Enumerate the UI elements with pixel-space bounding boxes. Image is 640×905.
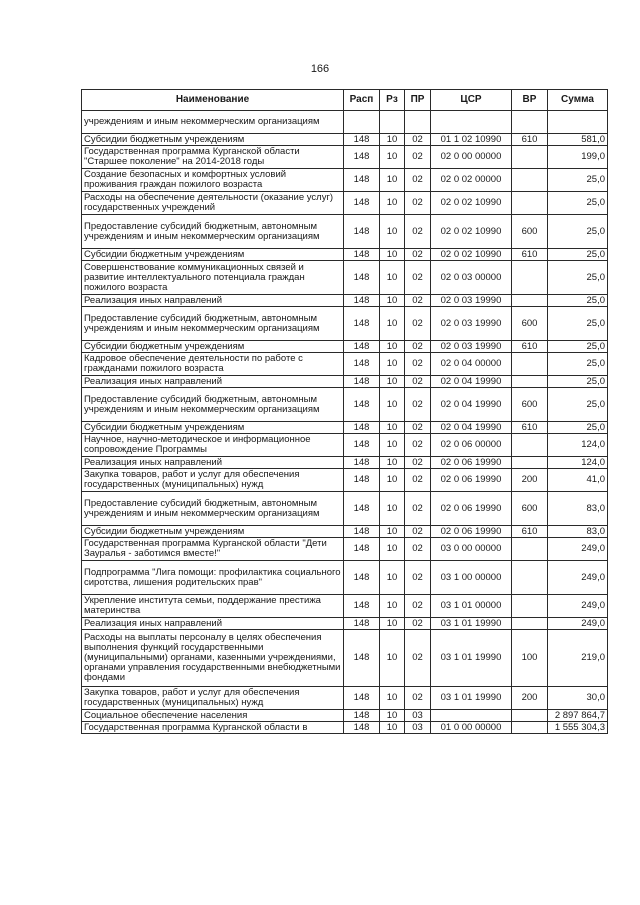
cell-rasp: 148 — [344, 469, 380, 492]
table-row — [82, 538, 608, 561]
cell-name: Кадровое обеспечение деятельности по работе с гражданами пожилого возраста — [82, 353, 344, 376]
cell-pr: 02 — [405, 630, 431, 687]
table-row — [82, 469, 608, 492]
cell-csr: 02 0 03 19990 — [431, 341, 512, 353]
cell-vr: 600 — [512, 492, 548, 526]
cell-rz: 10 — [380, 295, 405, 307]
cell-pr: 02 — [405, 353, 431, 376]
cell-csr: 02 0 02 10990 — [431, 215, 512, 249]
table-row — [82, 341, 608, 353]
cell-sum: 249,0 — [548, 561, 608, 595]
cell-rz: 10 — [380, 457, 405, 469]
cell-pr: 02 — [405, 249, 431, 261]
cell-pr: 02 — [405, 376, 431, 388]
cell-vr: 200 — [512, 687, 548, 710]
cell-rz: 10 — [380, 307, 405, 341]
cell-rz: 10 — [380, 169, 405, 192]
cell-csr: 02 0 04 19990 — [431, 422, 512, 434]
cell-rz — [380, 111, 405, 134]
cell-rasp: 148 — [344, 307, 380, 341]
cell-pr: 02 — [405, 687, 431, 710]
cell-rasp: 148 — [344, 169, 380, 192]
cell-csr: 02 0 06 00000 — [431, 434, 512, 457]
table-row — [82, 422, 608, 434]
cell-name: Создание безопасных и комфортных условий проживания граждан пожилого возраста — [82, 169, 344, 192]
cell-csr: 02 0 04 00000 — [431, 353, 512, 376]
cell-vr: 600 — [512, 215, 548, 249]
table-row — [82, 249, 608, 261]
table-row — [82, 295, 608, 307]
cell-name: Субсидии бюджетным учреждениям — [82, 134, 344, 146]
cell-pr: 02 — [405, 618, 431, 630]
cell-rz: 10 — [380, 618, 405, 630]
cell-name: Подпрограмма "Лига помощи: профилактика социального сиротства, лишения родительских прав" — [82, 561, 344, 595]
cell-sum: 581,0 — [548, 134, 608, 146]
cell-rz: 10 — [380, 561, 405, 595]
cell-rasp: 148 — [344, 295, 380, 307]
cell-name: Научное, научно-методическое и информационное сопровождение Программы — [82, 434, 344, 457]
cell-rz: 10 — [380, 353, 405, 376]
cell-csr: 02 0 04 19990 — [431, 388, 512, 422]
cell-rz: 10 — [380, 595, 405, 618]
cell-pr: 02 — [405, 422, 431, 434]
cell-csr — [431, 710, 512, 722]
cell-sum — [548, 111, 608, 134]
cell-pr: 03 — [405, 710, 431, 722]
cell-name: Закупка товаров, работ и услуг для обеспечения государственных (муниципальных) нужд — [82, 469, 344, 492]
cell-rasp: 148 — [344, 341, 380, 353]
table-row — [82, 722, 608, 734]
table-row — [82, 169, 608, 192]
cell-sum: 25,0 — [548, 249, 608, 261]
cell-pr — [405, 111, 431, 134]
table-row — [82, 353, 608, 376]
cell-rasp: 148 — [344, 215, 380, 249]
cell-name: Государственная программа Курганской области "Старшее поколение" на 2014-2018 годы — [82, 146, 344, 169]
cell-vr: 600 — [512, 307, 548, 341]
cell-sum: 249,0 — [548, 618, 608, 630]
header-pr: ПР — [405, 90, 431, 111]
cell-rz: 10 — [380, 261, 405, 295]
cell-sum: 219,0 — [548, 630, 608, 687]
cell-rasp: 148 — [344, 722, 380, 734]
cell-pr: 02 — [405, 469, 431, 492]
cell-sum: 25,0 — [548, 341, 608, 353]
header-rasp: Расп — [344, 90, 380, 111]
cell-sum: 25,0 — [548, 307, 608, 341]
cell-vr — [512, 618, 548, 630]
cell-csr: 01 1 02 10990 — [431, 134, 512, 146]
cell-sum: 249,0 — [548, 538, 608, 561]
cell-name: Расходы на выплаты персоналу в целях обеспечения выполнения функций государственными (муниципальными) органами, казенными учреждениями, органами управления государственными внебюджетными фондами — [82, 630, 344, 687]
page-number: 166 — [310, 63, 330, 75]
cell-name: Государственная программа Курганской области в — [82, 722, 344, 734]
cell-pr: 02 — [405, 388, 431, 422]
cell-name: Укрепление института семьи, поддержание престижа материнства — [82, 595, 344, 618]
table-row — [82, 561, 608, 595]
cell-rasp: 148 — [344, 134, 380, 146]
cell-rz: 10 — [380, 376, 405, 388]
cell-vr — [512, 722, 548, 734]
cell-name: Субсидии бюджетным учреждениям — [82, 526, 344, 538]
cell-pr: 02 — [405, 561, 431, 595]
cell-sum: 25,0 — [548, 295, 608, 307]
cell-vr — [512, 169, 548, 192]
cell-vr — [512, 111, 548, 134]
table-row — [82, 687, 608, 710]
cell-name: Совершенствование коммуникационных связей и развитие интеллектуального потенциала граждан пожилого возраста — [82, 261, 344, 295]
cell-name: Реализация иных направлений — [82, 618, 344, 630]
cell-pr: 02 — [405, 492, 431, 526]
cell-name: Расходы на обеспечение деятельности (оказание услуг) государственных учреждений — [82, 192, 344, 215]
cell-sum: 25,0 — [548, 261, 608, 295]
cell-rz: 10 — [380, 710, 405, 722]
cell-pr: 02 — [405, 526, 431, 538]
cell-csr: 02 0 02 00000 — [431, 169, 512, 192]
cell-name: Реализация иных направлений — [82, 376, 344, 388]
cell-rz: 10 — [380, 215, 405, 249]
cell-pr: 02 — [405, 434, 431, 457]
cell-rasp: 148 — [344, 192, 380, 215]
cell-csr: 02 0 02 10990 — [431, 249, 512, 261]
cell-csr: 02 0 06 19990 — [431, 526, 512, 538]
cell-rz: 10 — [380, 388, 405, 422]
cell-pr: 02 — [405, 295, 431, 307]
cell-pr: 02 — [405, 134, 431, 146]
cell-pr: 02 — [405, 261, 431, 295]
cell-vr — [512, 353, 548, 376]
cell-rasp: 148 — [344, 261, 380, 295]
table-row — [82, 618, 608, 630]
cell-rasp: 148 — [344, 687, 380, 710]
cell-sum: 25,0 — [548, 192, 608, 215]
cell-vr: 610 — [512, 422, 548, 434]
table-row — [82, 595, 608, 618]
cell-rz: 10 — [380, 630, 405, 687]
cell-vr: 610 — [512, 134, 548, 146]
table-row — [82, 388, 608, 422]
cell-sum: 124,0 — [548, 434, 608, 457]
cell-rasp: 148 — [344, 422, 380, 434]
cell-rz: 10 — [380, 526, 405, 538]
table-row — [82, 215, 608, 249]
cell-vr: 200 — [512, 469, 548, 492]
cell-sum: 30,0 — [548, 687, 608, 710]
table-row — [82, 434, 608, 457]
header-csr: ЦСР — [431, 90, 512, 111]
cell-rasp: 148 — [344, 561, 380, 595]
cell-rz: 10 — [380, 341, 405, 353]
cell-rz: 10 — [380, 469, 405, 492]
cell-pr: 02 — [405, 538, 431, 561]
cell-csr: 02 0 03 19990 — [431, 307, 512, 341]
cell-csr: 02 0 06 19990 — [431, 457, 512, 469]
table-row — [82, 146, 608, 169]
cell-csr — [431, 111, 512, 134]
cell-pr: 02 — [405, 146, 431, 169]
cell-sum: 2 897 864,7 — [548, 710, 608, 722]
table-header-row — [82, 90, 608, 111]
cell-sum: 41,0 — [548, 469, 608, 492]
cell-sum: 249,0 — [548, 595, 608, 618]
cell-rasp: 148 — [344, 538, 380, 561]
cell-rasp: 148 — [344, 526, 380, 538]
header-vr: ВР — [512, 90, 548, 111]
cell-csr: 02 0 03 19990 — [431, 295, 512, 307]
table-row — [82, 526, 608, 538]
cell-vr: 100 — [512, 630, 548, 687]
cell-rz: 10 — [380, 538, 405, 561]
cell-csr: 02 0 06 19990 — [431, 469, 512, 492]
cell-name: учреждениям и иным некоммерческим организациям — [82, 111, 344, 134]
cell-csr: 03 1 00 00000 — [431, 561, 512, 595]
cell-sum: 25,0 — [548, 215, 608, 249]
table-row — [82, 457, 608, 469]
table-row — [82, 261, 608, 295]
cell-rasp — [344, 111, 380, 134]
cell-vr — [512, 376, 548, 388]
cell-name: Реализация иных направлений — [82, 457, 344, 469]
table-row — [82, 710, 608, 722]
header-sum: Сумма — [548, 90, 608, 111]
cell-csr: 02 0 00 00000 — [431, 146, 512, 169]
cell-name: Предоставление субсидий бюджетным, автономным учреждениям и иным некоммерческим организациям — [82, 388, 344, 422]
cell-vr — [512, 261, 548, 295]
cell-rasp: 148 — [344, 376, 380, 388]
cell-rasp: 148 — [344, 618, 380, 630]
cell-rz: 10 — [380, 192, 405, 215]
cell-sum: 1 555 304,3 — [548, 722, 608, 734]
header-rz: Рз — [380, 90, 405, 111]
table-row — [82, 134, 608, 146]
cell-rz: 10 — [380, 134, 405, 146]
table-row — [82, 630, 608, 687]
cell-pr: 02 — [405, 341, 431, 353]
cell-rasp: 148 — [344, 146, 380, 169]
header-name: Наименование — [82, 90, 344, 111]
table-row — [82, 192, 608, 215]
cell-rasp: 148 — [344, 492, 380, 526]
cell-sum: 25,0 — [548, 422, 608, 434]
cell-vr — [512, 538, 548, 561]
cell-rasp: 148 — [344, 457, 380, 469]
cell-sum: 25,0 — [548, 376, 608, 388]
cell-vr: 610 — [512, 249, 548, 261]
cell-rasp: 148 — [344, 249, 380, 261]
cell-rasp: 148 — [344, 353, 380, 376]
cell-csr: 02 0 06 19990 — [431, 492, 512, 526]
cell-csr: 03 1 01 00000 — [431, 595, 512, 618]
cell-rz: 10 — [380, 492, 405, 526]
cell-name: Субсидии бюджетным учреждениям — [82, 341, 344, 353]
cell-vr — [512, 146, 548, 169]
cell-vr — [512, 295, 548, 307]
cell-name: Предоставление субсидий бюджетным, автономным учреждениям и иным некоммерческим организациям — [82, 215, 344, 249]
cell-pr: 02 — [405, 595, 431, 618]
cell-csr: 03 1 01 19990 — [431, 630, 512, 687]
cell-csr: 01 0 00 00000 — [431, 722, 512, 734]
table-row — [82, 492, 608, 526]
cell-sum: 83,0 — [548, 492, 608, 526]
cell-name: Закупка товаров, работ и услуг для обеспечения государственных (муниципальных) нужд — [82, 687, 344, 710]
cell-name: Социальное обеспечение населения — [82, 710, 344, 722]
cell-rasp: 148 — [344, 434, 380, 457]
cell-rasp: 148 — [344, 595, 380, 618]
cell-sum: 199,0 — [548, 146, 608, 169]
cell-vr — [512, 434, 548, 457]
cell-pr: 03 — [405, 722, 431, 734]
cell-csr: 03 1 01 19990 — [431, 618, 512, 630]
cell-csr: 03 1 01 19990 — [431, 687, 512, 710]
cell-name: Предоставление субсидий бюджетным, автономным учреждениям и иным некоммерческим организациям — [82, 307, 344, 341]
cell-csr: 03 0 00 00000 — [431, 538, 512, 561]
cell-name: Государственная программа Курганской области "Дети Зауралья - заботимся вместе!" — [82, 538, 344, 561]
cell-name: Субсидии бюджетным учреждениям — [82, 422, 344, 434]
cell-vr: 600 — [512, 388, 548, 422]
budget-table — [81, 89, 608, 734]
table-row — [82, 307, 608, 341]
cell-pr: 02 — [405, 192, 431, 215]
table-row — [82, 111, 608, 134]
cell-rasp: 148 — [344, 630, 380, 687]
cell-vr — [512, 595, 548, 618]
cell-sum: 25,0 — [548, 353, 608, 376]
cell-name: Реализация иных направлений — [82, 295, 344, 307]
cell-sum: 25,0 — [548, 388, 608, 422]
cell-sum: 124,0 — [548, 457, 608, 469]
cell-rz: 10 — [380, 146, 405, 169]
cell-pr: 02 — [405, 169, 431, 192]
table-row — [82, 376, 608, 388]
cell-vr — [512, 710, 548, 722]
cell-rz: 10 — [380, 422, 405, 434]
cell-vr: 610 — [512, 526, 548, 538]
cell-csr: 02 0 02 10990 — [431, 192, 512, 215]
cell-rz: 10 — [380, 722, 405, 734]
cell-csr: 02 0 04 19990 — [431, 376, 512, 388]
cell-vr: 610 — [512, 341, 548, 353]
cell-vr — [512, 192, 548, 215]
cell-sum: 83,0 — [548, 526, 608, 538]
cell-vr — [512, 457, 548, 469]
cell-rz: 10 — [380, 434, 405, 457]
cell-name: Предоставление субсидий бюджетным, автономным учреждениям и иным некоммерческим организациям — [82, 492, 344, 526]
cell-rasp: 148 — [344, 710, 380, 722]
cell-vr — [512, 561, 548, 595]
cell-rz: 10 — [380, 687, 405, 710]
cell-pr: 02 — [405, 215, 431, 249]
cell-name: Субсидии бюджетным учреждениям — [82, 249, 344, 261]
cell-csr: 02 0 03 00000 — [431, 261, 512, 295]
cell-pr: 02 — [405, 307, 431, 341]
cell-pr: 02 — [405, 457, 431, 469]
cell-rasp: 148 — [344, 388, 380, 422]
cell-rz: 10 — [380, 249, 405, 261]
cell-sum: 25,0 — [548, 169, 608, 192]
table-body — [82, 111, 608, 734]
